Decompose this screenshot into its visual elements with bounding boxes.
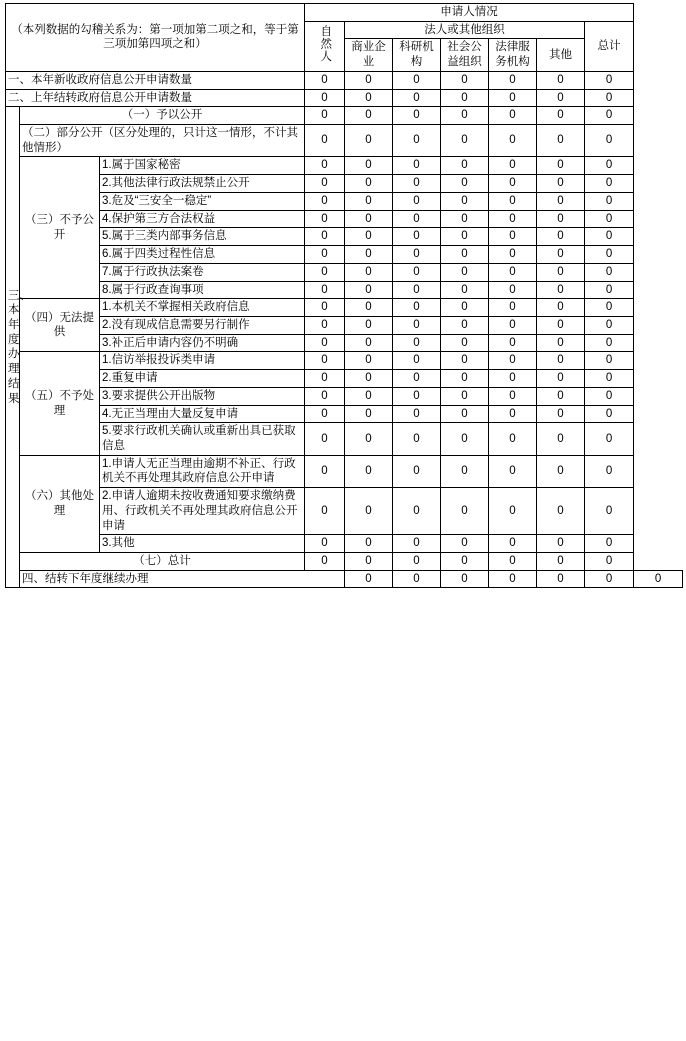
cell-value: 0 (393, 488, 441, 535)
row-label: 5.属于三类内部事务信息 (100, 228, 305, 246)
cell-value: 0 (489, 553, 537, 571)
cell-value: 0 (305, 316, 345, 334)
cell-value: 0 (441, 246, 489, 264)
row-label: 2.其他法律行政法规禁止公开 (100, 175, 305, 193)
cell-value: 0 (345, 71, 393, 89)
cell-value: 0 (345, 370, 393, 388)
cell-value: 0 (489, 423, 537, 455)
cell-value: 0 (537, 125, 585, 157)
cell-value: 0 (441, 281, 489, 299)
cell-value: 0 (393, 455, 441, 487)
cell-value: 0 (345, 263, 393, 281)
table-row (6, 316, 683, 334)
cell-value: 0 (305, 281, 345, 299)
row-label: 一、本年新收政府信息公开申请数量 (6, 71, 305, 89)
cell-value: 0 (537, 455, 585, 487)
row-label: 2.申请人逾期未按收费通知要求缴纳费用、行政机关不再处理其政府信息公开申请 (100, 488, 305, 535)
table-row (6, 246, 683, 264)
cell-value: 0 (393, 228, 441, 246)
cell-value: 0 (537, 405, 585, 423)
cell-value: 0 (537, 228, 585, 246)
table-row (6, 71, 683, 89)
row-label: 3.要求提供公开出版物 (100, 387, 305, 405)
cell-value: 0 (537, 157, 585, 175)
table-row (6, 405, 683, 423)
cell-value: 0 (305, 553, 345, 571)
cell-value: 0 (305, 210, 345, 228)
table-row (6, 423, 683, 455)
cell-value: 0 (585, 71, 634, 89)
cell-value: 0 (537, 423, 585, 455)
cell-value: 0 (441, 423, 489, 455)
cell-value: 0 (537, 192, 585, 210)
cell-value: 0 (345, 455, 393, 487)
cell-value: 0 (585, 246, 634, 264)
cell-value: 0 (585, 281, 634, 299)
cell-value: 0 (537, 387, 585, 405)
cell-value: 0 (441, 157, 489, 175)
cell-value: 0 (585, 228, 634, 246)
table-row (6, 352, 683, 370)
group-label-no-disclosure: （三）不予公开 (20, 157, 100, 299)
cell-value: 0 (345, 299, 393, 317)
cell-value: 0 (305, 71, 345, 89)
cell-value: 0 (305, 535, 345, 553)
table-row (6, 488, 683, 535)
table-row (6, 192, 683, 210)
cell-value: 0 (305, 246, 345, 264)
cell-value: 0 (441, 71, 489, 89)
row-label: 5.要求行政机关确认或重新出具已获取信息 (100, 423, 305, 455)
cell-value: 0 (305, 488, 345, 535)
table-row (6, 299, 683, 317)
cell-value: 0 (393, 570, 441, 588)
cell-value: 0 (537, 352, 585, 370)
cell-value: 0 (305, 192, 345, 210)
table-row (6, 281, 683, 299)
cell-value: 0 (393, 316, 441, 334)
cell-value: 0 (585, 423, 634, 455)
cell-value: 0 (441, 299, 489, 317)
cell-value: 0 (305, 89, 345, 107)
cell-value: 0 (489, 192, 537, 210)
row-label: （二）部分公开（区分处理的，只计这一情形，不计其他情形） (20, 125, 305, 157)
row-label: 2.重复申请 (100, 370, 305, 388)
cell-value: 0 (393, 157, 441, 175)
cell-value: 0 (634, 570, 683, 588)
cell-value: 0 (393, 246, 441, 264)
table-row (6, 334, 683, 352)
cell-value: 0 (585, 192, 634, 210)
cell-value: 0 (585, 387, 634, 405)
row-label: 3.补正后申请内容仍不明确 (100, 334, 305, 352)
cell-value: 0 (345, 107, 393, 125)
row-label: 3.其他 (100, 535, 305, 553)
cell-value: 0 (393, 535, 441, 553)
cell-value: 0 (305, 157, 345, 175)
cell-value: 0 (441, 570, 489, 588)
header-natural-person: 自然人 (305, 21, 345, 71)
table-row (6, 370, 683, 388)
cell-value: 0 (393, 352, 441, 370)
table-row (6, 228, 683, 246)
cell-value: 0 (345, 423, 393, 455)
row-label: 4.无正当理由大量反复申请 (100, 405, 305, 423)
table-row (6, 570, 683, 588)
cell-value: 0 (489, 370, 537, 388)
cell-value: 0 (489, 387, 537, 405)
cell-value: 0 (585, 210, 634, 228)
cell-value: 0 (345, 157, 393, 175)
cell-value: 0 (393, 387, 441, 405)
cell-value: 0 (305, 352, 345, 370)
row-label: 1.申请人无正当理由逾期不补正、行政机关不再处理其政府信息公开申请 (100, 455, 305, 487)
cell-value: 0 (585, 455, 634, 487)
cell-value: 0 (585, 157, 634, 175)
row-label: 6.属于四类过程性信息 (100, 246, 305, 264)
cell-value: 0 (441, 334, 489, 352)
cell-value: 0 (537, 281, 585, 299)
info-disclosure-table (5, 3, 683, 588)
cell-value: 0 (393, 553, 441, 571)
cell-value: 0 (441, 89, 489, 107)
cell-value: 0 (345, 535, 393, 553)
section-label-3: 三、本年度办理结果 (6, 107, 20, 588)
cell-value: 0 (345, 210, 393, 228)
cell-value: 0 (585, 299, 634, 317)
header-col-legal-service: 法律服务机构 (489, 39, 537, 71)
cell-value: 0 (537, 370, 585, 388)
table-row (6, 157, 683, 175)
row-label: 2.没有现成信息需要另行制作 (100, 316, 305, 334)
cell-value: 0 (393, 334, 441, 352)
cell-value: 0 (441, 553, 489, 571)
cell-value: 0 (489, 455, 537, 487)
row-label: （七）总计 (20, 553, 305, 571)
group-label-cannot-provide: （四）无法提供 (20, 299, 100, 352)
cell-value: 0 (537, 263, 585, 281)
cell-value: 0 (537, 570, 585, 588)
cell-value: 0 (489, 535, 537, 553)
cell-value: 0 (489, 299, 537, 317)
cell-value: 0 (305, 370, 345, 388)
cell-value: 0 (345, 89, 393, 107)
cell-value: 0 (441, 192, 489, 210)
cell-value: 0 (345, 192, 393, 210)
cell-value: 0 (305, 299, 345, 317)
cell-value: 0 (537, 535, 585, 553)
cell-value: 0 (585, 352, 634, 370)
cell-value: 0 (489, 570, 537, 588)
cell-value: 0 (489, 246, 537, 264)
table-row (6, 455, 683, 487)
table-row (6, 263, 683, 281)
row-label: 二、上年结转政府信息公开申请数量 (6, 89, 305, 107)
cell-value: 0 (537, 107, 585, 125)
cell-value: 0 (585, 405, 634, 423)
cell-value: 0 (441, 405, 489, 423)
cell-value: 0 (345, 334, 393, 352)
cell-value: 0 (489, 157, 537, 175)
header-col-public-welfare: 社会公益组织 (441, 39, 489, 71)
cell-value: 0 (305, 125, 345, 157)
cell-value: 0 (305, 334, 345, 352)
cell-value: 0 (489, 405, 537, 423)
cell-value: 0 (441, 535, 489, 553)
cell-value: 0 (489, 228, 537, 246)
row-label: 1.信访举报投诉类申请 (100, 352, 305, 370)
table-row (6, 553, 683, 571)
cell-value: 0 (489, 352, 537, 370)
row-label: 3.危及“三安全一稳定” (100, 192, 305, 210)
cell-value: 0 (537, 210, 585, 228)
cell-value: 0 (537, 89, 585, 107)
cell-value: 0 (345, 281, 393, 299)
cell-value: 0 (393, 281, 441, 299)
group-label-not-processed: （五）不予处理 (20, 352, 100, 455)
header-col-research: 科研机构 (393, 39, 441, 71)
cell-value: 0 (305, 387, 345, 405)
cell-value: 0 (489, 125, 537, 157)
cell-value: 0 (585, 553, 634, 571)
cell-value: 0 (537, 71, 585, 89)
cell-value: 0 (537, 488, 585, 535)
cell-value: 0 (585, 570, 634, 588)
document-page (0, 3, 686, 1041)
note-cell: （本列数据的勾稽关系为：第一项加第二项之和，等于第三项加第四项之和） (6, 4, 305, 72)
cell-value: 0 (393, 175, 441, 193)
cell-value: 0 (441, 228, 489, 246)
group-label-other-handling: （六）其他处理 (20, 455, 100, 552)
cell-value: 0 (393, 423, 441, 455)
cell-value: 0 (537, 553, 585, 571)
cell-value: 0 (585, 89, 634, 107)
table-row (6, 210, 683, 228)
row-label: 1.本机关不掌握相关政府信息 (100, 299, 305, 317)
row-label: 四、结转下年度继续办理 (20, 570, 345, 588)
cell-value: 0 (489, 316, 537, 334)
cell-value: 0 (393, 192, 441, 210)
cell-value: 0 (393, 210, 441, 228)
header-col-other: 其他 (537, 39, 585, 71)
header-legal-org: 法人或其他组织 (345, 21, 585, 39)
cell-value: 0 (393, 405, 441, 423)
cell-value: 0 (489, 175, 537, 193)
row-label: 8.属于行政查询事项 (100, 281, 305, 299)
cell-value: 0 (585, 107, 634, 125)
cell-value: 0 (489, 107, 537, 125)
cell-value: 0 (585, 370, 634, 388)
cell-value: 0 (305, 423, 345, 455)
cell-value: 0 (305, 107, 345, 125)
cell-value: 0 (489, 89, 537, 107)
cell-value: 0 (441, 352, 489, 370)
cell-value: 0 (393, 370, 441, 388)
cell-value: 0 (345, 125, 393, 157)
cell-value: 0 (537, 334, 585, 352)
cell-value: 0 (305, 405, 345, 423)
cell-value: 0 (585, 334, 634, 352)
header-total: 总计 (585, 21, 634, 71)
cell-value: 0 (537, 246, 585, 264)
cell-value: 0 (441, 387, 489, 405)
table-row (6, 535, 683, 553)
cell-value: 0 (393, 89, 441, 107)
table-row (6, 125, 683, 157)
cell-value: 0 (489, 488, 537, 535)
header-applicant-situation: 申请人情况 (305, 4, 634, 22)
cell-value: 0 (393, 71, 441, 89)
cell-value: 0 (537, 316, 585, 334)
cell-value: 0 (489, 334, 537, 352)
cell-value: 0 (345, 246, 393, 264)
cell-value: 0 (489, 281, 537, 299)
cell-value: 0 (585, 263, 634, 281)
cell-value: 0 (441, 316, 489, 334)
row-label: （一）予以公开 (20, 107, 305, 125)
table-row (6, 89, 683, 107)
cell-value: 0 (345, 175, 393, 193)
table-row (6, 387, 683, 405)
cell-value: 0 (393, 125, 441, 157)
cell-value: 0 (489, 263, 537, 281)
cell-value: 0 (489, 71, 537, 89)
cell-value: 0 (585, 488, 634, 535)
cell-value: 0 (345, 316, 393, 334)
cell-value: 0 (489, 210, 537, 228)
table-row (6, 175, 683, 193)
cell-value: 0 (305, 228, 345, 246)
cell-value: 0 (585, 316, 634, 334)
cell-value: 0 (345, 553, 393, 571)
cell-value: 0 (441, 210, 489, 228)
cell-value: 0 (345, 405, 393, 423)
header-row-1 (6, 4, 683, 22)
row-label: 4.保护第三方合法权益 (100, 210, 305, 228)
cell-value: 0 (585, 175, 634, 193)
cell-value: 0 (585, 535, 634, 553)
cell-value: 0 (393, 299, 441, 317)
cell-value: 0 (441, 263, 489, 281)
cell-value: 0 (393, 107, 441, 125)
cell-value: 0 (345, 228, 393, 246)
cell-value: 0 (441, 488, 489, 535)
cell-value: 0 (441, 370, 489, 388)
cell-value: 0 (345, 570, 393, 588)
cell-value: 0 (537, 175, 585, 193)
cell-value: 0 (585, 125, 634, 157)
cell-value: 0 (393, 263, 441, 281)
cell-value: 0 (441, 175, 489, 193)
cell-value: 0 (305, 175, 345, 193)
row-label: 1.属于国家秘密 (100, 157, 305, 175)
cell-value: 0 (537, 299, 585, 317)
cell-value: 0 (345, 488, 393, 535)
header-col-commercial: 商业企业 (345, 39, 393, 71)
table-row (6, 107, 683, 125)
cell-value: 0 (305, 455, 345, 487)
cell-value: 0 (441, 107, 489, 125)
cell-value: 0 (441, 455, 489, 487)
row-label: 7.属于行政执法案卷 (100, 263, 305, 281)
cell-value: 0 (345, 387, 393, 405)
cell-value: 0 (345, 352, 393, 370)
cell-value: 0 (441, 125, 489, 157)
cell-value: 0 (305, 263, 345, 281)
